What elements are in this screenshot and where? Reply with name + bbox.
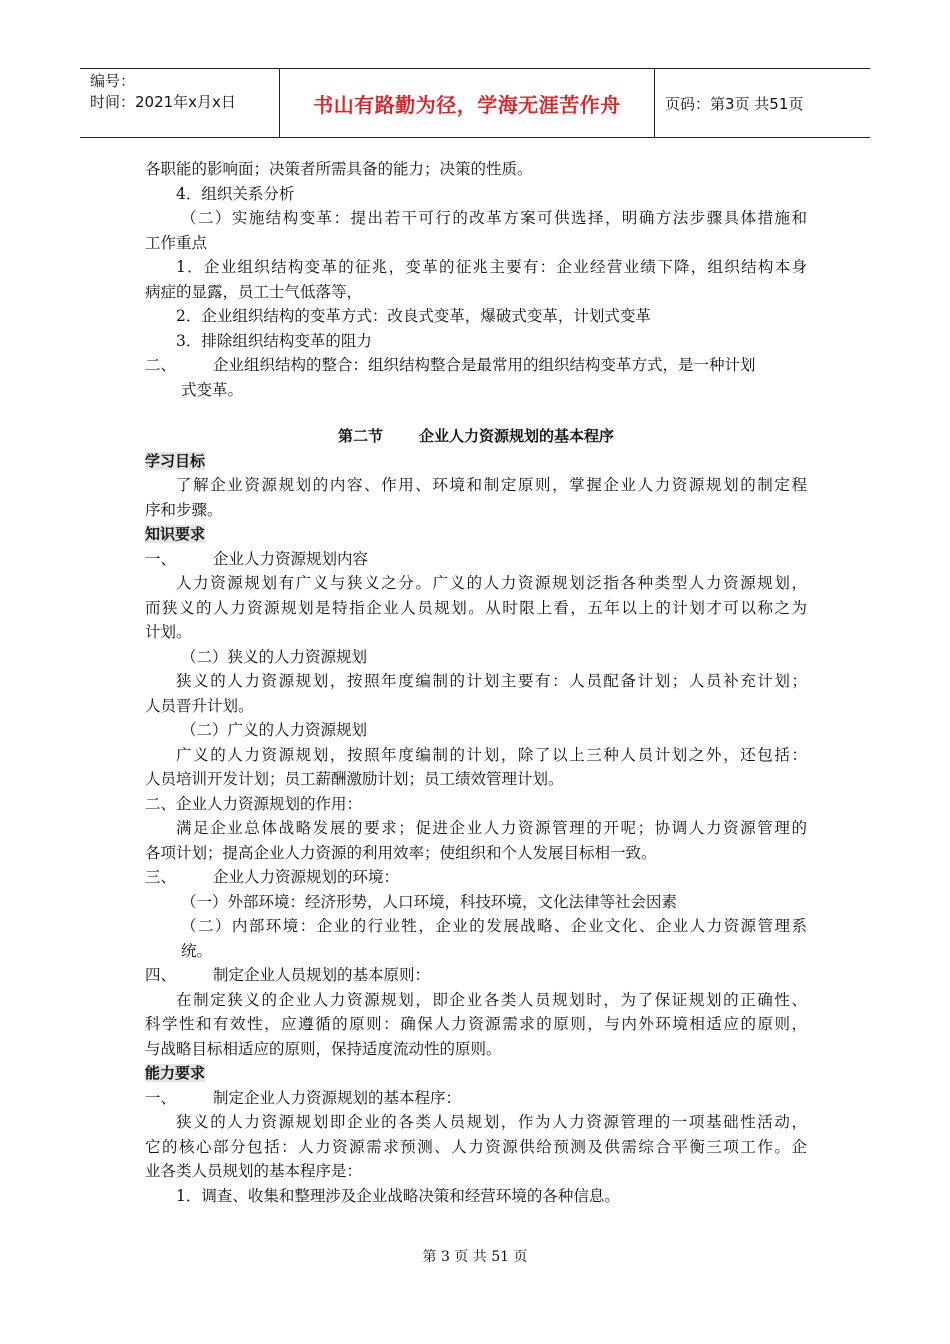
section-number: 第二节 [337,427,383,445]
numbered-heading [145,963,807,988]
section-title [145,424,807,449]
list-item: （一）外部环境：经济形势，人口环境，科技环境，文化法律等社会因素 [181,892,678,911]
serial-label: 编号： [90,72,136,90]
numbered-heading: 二、企业人力资源规划的作用： [145,794,363,813]
list-item: 3．排除组织结构变革的阻力 [176,331,372,350]
heading-text: 制定企业人员规划的基本原则： [213,966,431,984]
list-marker: 一、 [145,549,177,568]
paragraph-line: 各项计划；提高企业人力资源的利用效率；使组织和个人发展目标相一致。 [145,843,657,862]
paragraph-line: 狭义的人力资源规划，按照年度编制的计划主要有：人员配备计划；人员补充计划； [176,672,807,690]
paragraph-line: 广义的人力资源规划，按照年度编制的计划，除了以上三种人员计划之外，还包括： [176,745,807,764]
heading-text: 企业人力资源规划内容 [213,549,369,568]
paragraph-line: 而狭义的人力资源规划是特指企业人员规划。从时限上看，五年以上的计划才可以称之为 [145,598,807,617]
list-item: 1．企业组织结构变革的征兆，变革的征兆主要有：企业经营业绩下降，组织结构本身 [176,258,807,276]
list-item: （二）狭义的人力资源规划 [181,647,368,666]
paragraph-line: 式变革。 [181,380,244,399]
list-item: （二）广义的人力资源规划 [181,721,368,739]
list-item: 1．调查、收集和整理涉及企业战略决策和经营环境的各种信息。 [176,1186,620,1205]
paragraph-line: 序和步骤。 [145,500,223,519]
numbered-heading [145,353,807,378]
list-marker: 四、 [145,966,177,984]
header-page-code: 页码：第3页 共51页 [665,94,804,113]
paragraph-line: 人员培训开发计划；员工薪酬激励计划；员工绩效管理计划。 [145,770,564,788]
list-item: （二）内部环境：企业的行业牲，企业的发展战略、企业文化、企业人力资源管理系 [181,917,807,935]
paragraph-line: 科学性和有效性，应遵循的原则：确保人力资源需求的原则，与内外环境相适应的原则， [145,1015,807,1033]
paragraph-line: 满足企业总体战略发展的要求；促进企业人力资源管理的开呢；协调人力资源管理的 [176,819,807,837]
date-label: 时间：2021年x月x日 [90,93,236,111]
paragraph-line: （二）实施结构变革：提出若干可行的改革方案可供选择，明确方法步骤具体措施和 [181,209,807,227]
list-marker: 一、 [145,1088,177,1107]
numbered-heading [145,865,807,890]
heading-text: 制定企业人力资源规划的基本程序： [213,1088,462,1107]
list-marker: 三、 [145,868,177,886]
subheading-learning-goals: 学习目标 [145,451,206,470]
subheading-knowledge: 知识要求 [145,525,206,543]
spacer [145,402,807,424]
paragraph-line: 了解企业资源规划的内容、作用、环境和制定原则，掌握企业人力资源规划的制定程 [176,476,807,494]
document-body [145,157,807,1208]
paragraph-line: 狭义的人力资源规划即企业的各类人员规划，作为人力资源管理的一项基础性活动， [176,1113,807,1131]
paragraph-line: 工作重点 [145,233,208,252]
header-motto: 书山有路勤为径，学海无涯苦作舟 [280,69,655,137]
numbered-heading [145,547,807,572]
list-item: 2．企业组织结构的变革方式：改良式变革，爆破式变革，计划式变革 [176,307,651,325]
page-footer: 第 3 页 共 51 页 [422,1249,528,1265]
paragraph-line: 业各类人员规划的基本程序是： [145,1162,363,1180]
paragraph-line: 它的核心部分包括：人力资源需求预测、人力资源供给预测及供需综合平衡三项工作。企 [145,1137,807,1156]
paragraph-line: 人力资源规划有广义与狭义之分。广义的人力资源规划泛指各种类型人力资源规划， [176,574,807,592]
section-name: 企业人力资源规划的基本程序 [419,427,615,445]
numbered-heading [145,1086,807,1111]
paragraph-line: 与战略目标相适应的原则，保持适度流动性的原则。 [145,1039,502,1058]
header-info [80,69,280,137]
paragraph-line: 各职能的影响面；决策者所需具备的能力；决策的性质。 [145,160,533,178]
paragraph-line: 计划。 [145,623,192,641]
heading-text: 企业人力资源规划的环境： [213,868,400,886]
list-item: 4．组织关系分析 [176,184,295,203]
subheading-ability: 能力要求 [145,1064,206,1082]
page-header [80,68,870,138]
list-marker: 二、 [145,356,177,374]
paragraph-line: 在制定狭义的企业人力资源规划，即企业各类人员规划时，为了保证规划的正确性、 [176,990,807,1009]
paragraph-line: 统。 [181,941,213,960]
paragraph-line: 人员晋升计划。 [145,696,254,715]
paragraph-line: 病症的显露，员工士气低落等， [145,282,363,301]
heading-text: 企业组织结构的整合：组织结构整合是最常用的组织结构变革方式，是一种计划 [213,356,756,374]
